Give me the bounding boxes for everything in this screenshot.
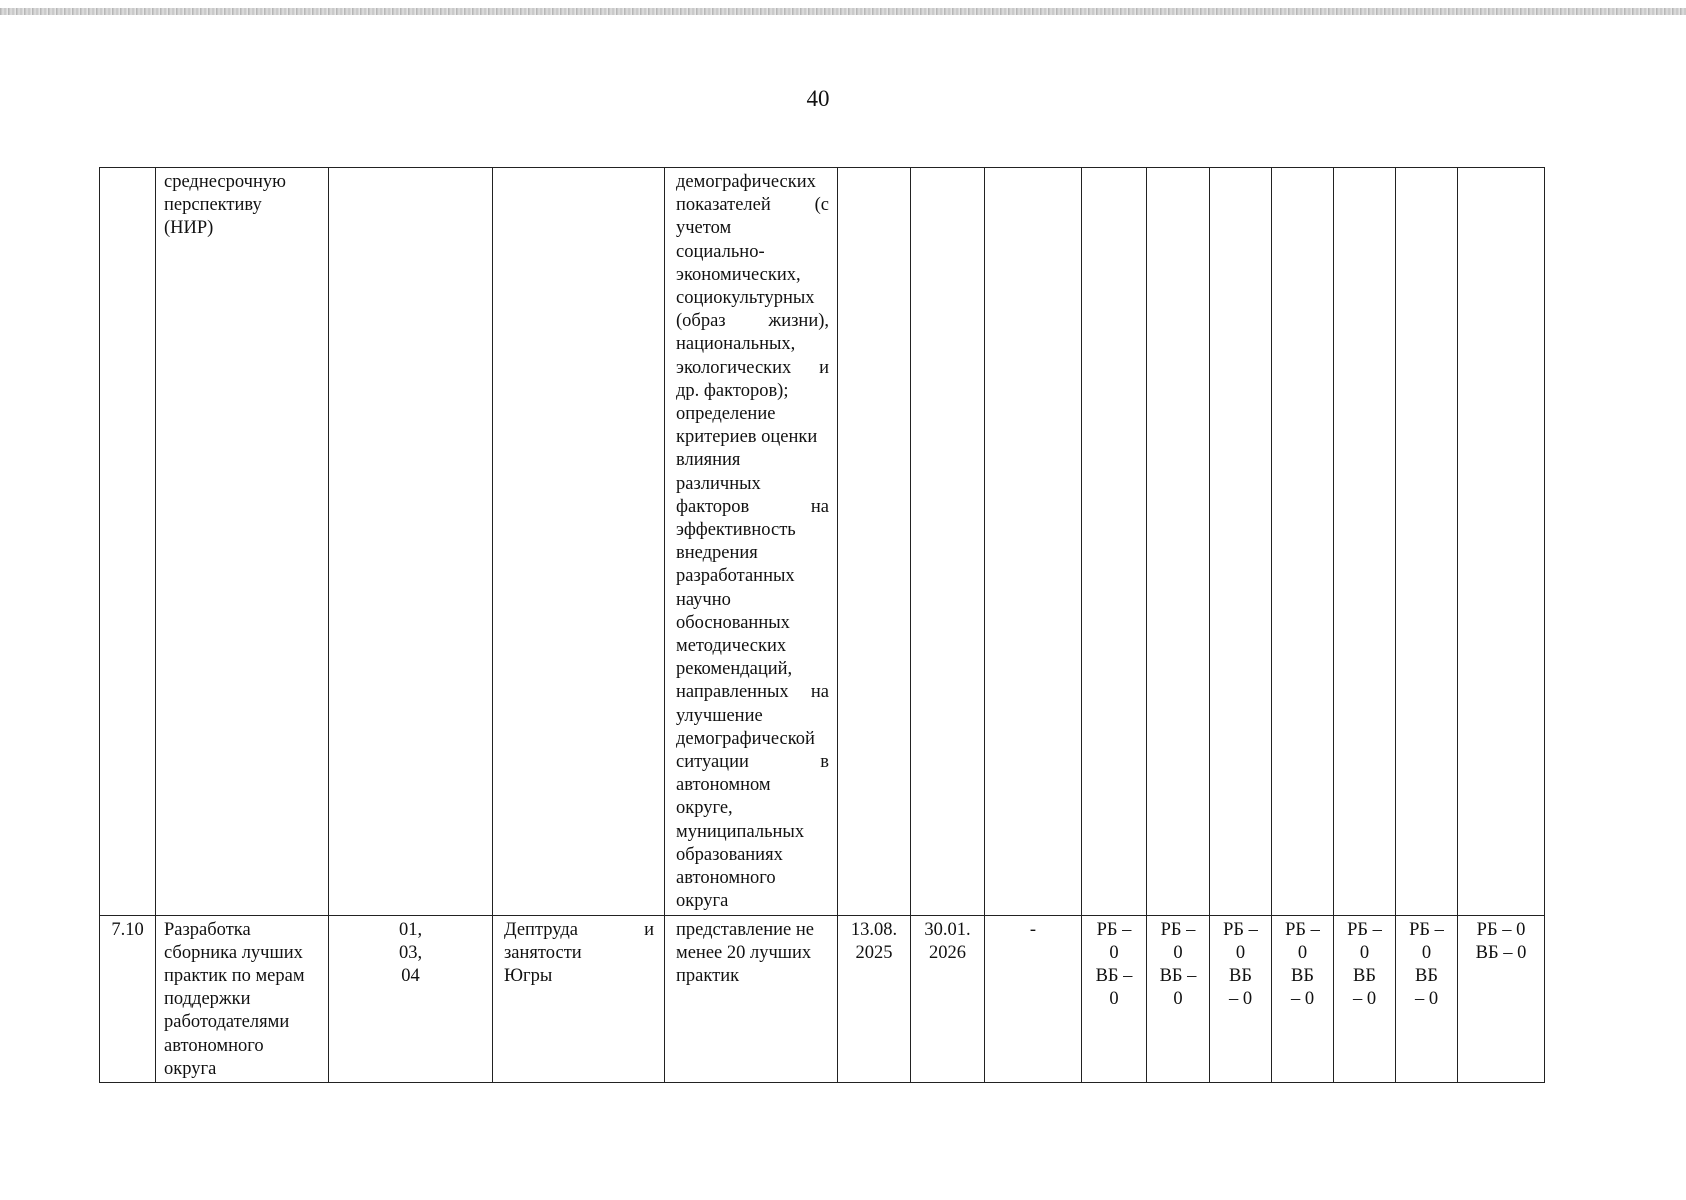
cell-funding <box>1210 168 1272 916</box>
text-line: практик <box>676 965 740 986</box>
text-line: учетом <box>676 218 732 239</box>
text-line <box>676 357 829 380</box>
cell-note: - <box>985 915 1082 1082</box>
text-line: эффективность <box>676 520 796 541</box>
text-line: ВБ – <box>1095 965 1133 986</box>
cell-funding <box>1458 168 1545 916</box>
page-number: 40 <box>806 86 830 111</box>
text-line: национальных, <box>676 334 796 355</box>
cell-note <box>985 168 1082 916</box>
text-line: – 0 <box>1290 989 1315 1010</box>
text-line: улучшение <box>676 705 763 726</box>
cell-funding <box>1334 915 1396 1082</box>
text-line: округе, <box>676 798 733 819</box>
text-line: 0 <box>1297 942 1308 963</box>
text-line: 0 <box>1359 942 1370 963</box>
text-line <box>676 194 829 217</box>
cell-executor <box>493 915 665 1082</box>
text-line <box>676 681 829 704</box>
text-line: ВБ – <box>1159 965 1197 986</box>
text-line <box>676 751 829 774</box>
text-line: экономических, <box>676 264 801 285</box>
text-line: 04 <box>401 965 420 986</box>
text-line: демографических <box>676 172 816 192</box>
cell-funding <box>1082 915 1147 1082</box>
text-line: автономном <box>676 775 771 796</box>
cell-end-date <box>911 168 985 916</box>
text-line: перспективу <box>164 195 262 216</box>
text-line: методических <box>676 636 787 657</box>
text-line: 2025 <box>855 942 893 963</box>
cell-funding <box>1082 168 1147 916</box>
text-word: и <box>644 919 654 940</box>
text-word: на <box>810 496 829 517</box>
cell-funding <box>1334 168 1396 916</box>
text-line: ВБ <box>1415 965 1438 986</box>
cell-number: 7.10 <box>100 915 156 1082</box>
text-line: РБ – <box>1409 919 1444 940</box>
text-line: 13.08. <box>850 919 898 940</box>
measures-table <box>99 167 1545 1083</box>
text-word: на <box>810 682 829 703</box>
text-line: ВБ <box>1229 965 1252 986</box>
text-word: жизни), <box>768 311 829 332</box>
cell-funding <box>1147 915 1210 1082</box>
text-line: Разработка <box>164 919 251 940</box>
cell-end-date <box>911 915 985 1082</box>
text-word: в <box>820 752 829 773</box>
text-line: – 0 <box>1352 989 1377 1010</box>
text-line: 2026 <box>929 942 966 963</box>
text-line: – 0 <box>1228 989 1253 1010</box>
text-line: образованиях <box>676 844 783 865</box>
scan-top-edge <box>0 8 1686 15</box>
text-line: поддержки <box>164 989 251 1010</box>
text-line: занятости <box>504 942 582 963</box>
text-line: РБ – <box>1096 919 1132 940</box>
text-line: ВБ <box>1353 965 1376 986</box>
text-word: (с <box>814 195 829 216</box>
cell-funding <box>1458 915 1545 1082</box>
table-row-7-10 <box>100 915 1545 1082</box>
text-line: 30.01. <box>924 919 971 940</box>
text-line: РБ – <box>1223 919 1258 940</box>
text-line: 0 <box>1109 942 1119 963</box>
text-word: Дептруда <box>504 919 578 940</box>
text-line: обоснованных <box>676 612 790 633</box>
table-row-continued <box>100 168 1545 916</box>
cell-funding <box>1396 915 1458 1082</box>
text-line: критериев оценки <box>676 427 818 448</box>
text-line: округа <box>676 891 729 912</box>
cell-funding <box>1147 168 1210 916</box>
text-word: (образ <box>676 311 726 332</box>
text-line: представление не <box>676 919 814 940</box>
text-word: факторов <box>676 496 750 517</box>
text-line: определение <box>676 404 776 425</box>
cell-measure-name <box>156 168 329 916</box>
cell-funding <box>1272 168 1334 916</box>
text-line: ВБ – 0 <box>1475 942 1527 963</box>
text-line: – 0 <box>1414 989 1439 1010</box>
text-line: 0 <box>1173 989 1183 1010</box>
text-line: автономного <box>676 868 776 889</box>
text-line: внедрения <box>676 543 758 564</box>
text-line: практик по мерам <box>164 965 305 986</box>
cell-number <box>100 168 156 916</box>
text-line <box>676 310 829 333</box>
text-line: среднесрочную <box>164 172 286 192</box>
text-line: РБ – 0 <box>1476 919 1526 940</box>
text-line: 01, <box>398 919 423 940</box>
cell-tasks <box>329 168 493 916</box>
cell-start-date <box>838 168 911 916</box>
text-line: различных <box>676 473 761 494</box>
cell-funding <box>1272 915 1334 1082</box>
text-line: работодателями <box>164 1012 290 1033</box>
text-line: др. факторов); <box>676 380 789 401</box>
text-line: влияния <box>676 450 741 471</box>
text-line <box>676 496 829 519</box>
cell-measure-name <box>156 915 329 1082</box>
text-word: ситуации <box>676 752 749 773</box>
text-line: муниципальных <box>676 821 805 842</box>
text-line: демографической <box>676 728 815 749</box>
text-word: направленных <box>676 682 789 703</box>
text-line: рекомендаций, <box>676 659 793 680</box>
text-line: Югры <box>504 965 553 986</box>
text-line: РБ – <box>1285 919 1320 940</box>
text-line: 03, <box>398 942 423 963</box>
text-line: 0 <box>1421 942 1432 963</box>
text-line: автономного <box>164 1035 264 1056</box>
text-line: ВБ <box>1291 965 1314 986</box>
text-word: экологических <box>676 357 792 378</box>
text-line: научно <box>676 589 731 610</box>
cell-result <box>665 915 838 1082</box>
cell-start-date <box>838 915 911 1082</box>
text-line: 0 <box>1173 942 1183 963</box>
text-line <box>504 919 654 942</box>
text-line: (НИР) <box>164 218 214 239</box>
cell-tasks <box>329 915 493 1082</box>
text-line: 0 <box>1109 989 1119 1010</box>
text-line: социокультурных <box>676 288 815 309</box>
cell-executor <box>493 168 665 916</box>
cell-funding <box>1396 168 1458 916</box>
text-word: показателей <box>676 195 771 216</box>
text-line: социально- <box>676 241 765 262</box>
text-line: разработанных <box>676 566 795 587</box>
text-line: РБ – <box>1160 919 1196 940</box>
text-line: сборника лучших <box>164 942 303 963</box>
text-word: и <box>819 357 829 378</box>
text-line: округа <box>164 1058 217 1079</box>
cell-funding <box>1210 915 1272 1082</box>
text-line: РБ – <box>1347 919 1382 940</box>
cell-result <box>665 168 838 916</box>
text-line: менее 20 лучших <box>676 942 812 963</box>
text-line: 0 <box>1235 942 1246 963</box>
